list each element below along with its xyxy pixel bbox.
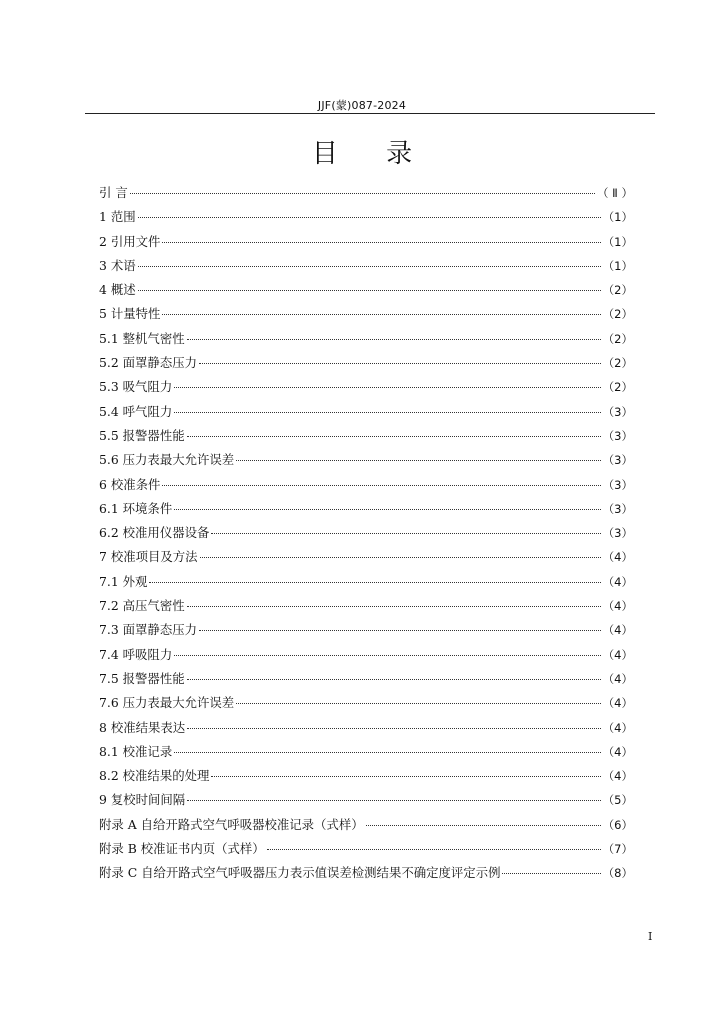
toc-entry-page: （4）: [602, 647, 633, 662]
toc-dot-leader: [200, 557, 601, 558]
toc-entry-page: （4）: [602, 574, 633, 589]
toc-entry[interactable]: [99, 230, 633, 254]
toc-dot-leader: [162, 314, 600, 315]
toc-entry-label: 7.5 报警器性能: [99, 670, 185, 686]
toc-entry-label: 4 概述: [99, 282, 136, 298]
toc-entry-label: 5.4 呼气阻力: [99, 403, 173, 419]
toc-dot-leader: [187, 339, 601, 340]
toc-entry-label: 5.3 吸气阻力: [99, 379, 173, 395]
toc-entry[interactable]: [99, 497, 633, 521]
toc-entry[interactable]: [99, 691, 633, 715]
toc-dot-leader: [187, 728, 601, 729]
toc-entry-page: （1）: [602, 210, 633, 225]
toc-dot-leader: [502, 873, 600, 874]
toc-entry-page: （3）: [602, 453, 633, 468]
toc-entry-label: 7.2 高压气密性: [99, 598, 185, 614]
toc-entry[interactable]: [99, 716, 633, 740]
toc-entry[interactable]: [99, 521, 633, 545]
toc-entry-page: （4）: [602, 696, 633, 711]
page-title: 目 录: [311, 139, 433, 169]
toc-entry[interactable]: [99, 643, 633, 667]
toc-dot-leader: [162, 485, 600, 486]
toc-entry-page: （2）: [602, 356, 633, 371]
toc-entry-page: （4）: [602, 769, 633, 784]
toc-entry-page: （3）: [602, 477, 633, 492]
document-code-header: JJF(蒙)087-2024: [317, 99, 407, 112]
toc-entry-label: 5.5 报警器性能: [99, 427, 185, 443]
toc-entry[interactable]: [99, 375, 633, 399]
toc-entry-page: （1）: [602, 234, 633, 249]
toc-entry-label: 5.1 整机气密性: [99, 330, 185, 346]
toc-entry[interactable]: [99, 570, 633, 594]
toc-entry[interactable]: [99, 400, 633, 424]
toc-entry[interactable]: [99, 327, 633, 351]
toc-entry-label: 附录 B 校准证书内页（式样）: [99, 841, 265, 857]
toc-entry-label: 6.1 环境条件: [99, 500, 173, 516]
toc-entry-page: （4）: [602, 599, 633, 614]
toc-entry[interactable]: [99, 764, 633, 788]
toc-entry-page: （4）: [602, 744, 633, 759]
toc-entry[interactable]: [99, 473, 633, 497]
toc-entry[interactable]: [99, 788, 633, 812]
toc-dot-leader: [187, 606, 601, 607]
toc-dot-leader: [187, 800, 601, 801]
toc-dot-leader: [174, 752, 600, 753]
toc-entry[interactable]: [99, 740, 633, 764]
toc-entry-page: （2）: [602, 331, 633, 346]
toc-entry-page: （4）: [602, 671, 633, 686]
toc-entry[interactable]: [99, 813, 633, 837]
toc-dot-leader: [130, 193, 595, 194]
toc-entry[interactable]: [99, 278, 633, 302]
toc-entry-page: （4）: [602, 623, 633, 638]
toc-entry-page: （4）: [602, 550, 633, 565]
toc-entry[interactable]: [99, 351, 633, 375]
toc-entry-label: 附录 C 自给开路式空气呼吸器压力表示值误差检测结果不确定度评定示例: [99, 865, 501, 881]
toc-entry-label: 3 术语: [99, 257, 136, 273]
toc-dot-leader: [138, 217, 601, 218]
toc-entry-label: 7.3 面罩静态压力: [99, 622, 197, 638]
toc-entry[interactable]: [99, 302, 633, 326]
toc-entry[interactable]: [99, 861, 633, 885]
toc-entry-label: 5.2 面罩静态压力: [99, 355, 197, 371]
toc-entry-label: 6 校准条件: [99, 476, 161, 492]
toc-entry-label: 5.6 压力表最大允许误差: [99, 452, 235, 468]
toc-entry-label: 5 计量特性: [99, 306, 161, 322]
toc-dot-leader: [187, 436, 601, 437]
toc-entry[interactable]: [99, 205, 633, 229]
toc-entry-label: 8.1 校准记录: [99, 743, 173, 759]
toc-entry-label: 1 范围: [99, 209, 136, 225]
toc-dot-leader: [187, 679, 601, 680]
toc-dot-leader: [199, 630, 601, 631]
toc-entry-label: 7.1 外观: [99, 573, 148, 589]
toc-entry[interactable]: [99, 254, 633, 278]
toc-dot-leader: [236, 460, 601, 461]
toc-dot-leader: [236, 703, 601, 704]
toc-entry-page: （6）: [602, 817, 633, 832]
toc-dot-leader: [138, 290, 601, 291]
toc-dot-leader: [366, 825, 601, 826]
toc-entry[interactable]: [99, 181, 633, 205]
toc-dot-leader: [211, 776, 600, 777]
toc-entry[interactable]: [99, 837, 633, 861]
toc-entry-page: （8）: [602, 866, 633, 881]
toc-entry-label: 7.6 压力表最大允许误差: [99, 695, 235, 711]
toc-entry-label: 8 校准结果表达: [99, 719, 186, 735]
toc-dot-leader: [267, 849, 601, 850]
toc-entry[interactable]: [99, 424, 633, 448]
toc-entry-label: 8.2 校准结果的处理: [99, 768, 210, 784]
toc-entry-page: （2）: [602, 307, 633, 322]
toc-entry-page: （7）: [602, 842, 633, 857]
toc-entry[interactable]: [99, 594, 633, 618]
page-number: I: [648, 930, 653, 943]
header-rule: [85, 113, 655, 114]
toc-entry-label: 6.2 校准用仪器设备: [99, 525, 210, 541]
toc-entry-page: （3）: [602, 526, 633, 541]
toc-dot-leader: [162, 242, 600, 243]
toc-entry-label: 7 校准项目及方法: [99, 549, 198, 565]
toc-entry-label: 7.4 呼吸阻力: [99, 646, 173, 662]
toc-entry-label: 9 复校时间间隔: [99, 792, 186, 808]
toc-dot-leader: [149, 582, 600, 583]
toc-dot-leader: [211, 533, 600, 534]
toc-entry-page: （2）: [602, 380, 633, 395]
toc-entry[interactable]: [99, 618, 633, 642]
toc-entry[interactable]: [99, 667, 633, 691]
toc-entry-label: 附录 A 自给开路式空气呼吸器校准记录（式样）: [99, 816, 364, 832]
toc-entry-page: （1）: [602, 258, 633, 273]
table-of-contents: [99, 181, 633, 886]
toc-dot-leader: [174, 412, 600, 413]
toc-dot-leader: [138, 266, 601, 267]
toc-dot-leader: [174, 655, 600, 656]
toc-entry-page: （3）: [602, 428, 633, 443]
toc-entry-page: （3）: [602, 501, 633, 516]
toc-entry-label: 引 言: [99, 185, 128, 200]
toc-entry[interactable]: [99, 545, 633, 569]
toc-dot-leader: [174, 387, 600, 388]
toc-entry[interactable]: [99, 448, 633, 472]
toc-dot-leader: [199, 363, 601, 364]
toc-entry-page: （3）: [602, 404, 633, 419]
toc-dot-leader: [174, 509, 600, 510]
toc-entry-page: （ Ⅱ ）: [597, 186, 633, 200]
toc-entry-page: （5）: [602, 793, 633, 808]
toc-entry-label: 2 引用文件: [99, 233, 161, 249]
toc-entry-page: （2）: [602, 283, 633, 298]
toc-entry-page: （4）: [602, 720, 633, 735]
